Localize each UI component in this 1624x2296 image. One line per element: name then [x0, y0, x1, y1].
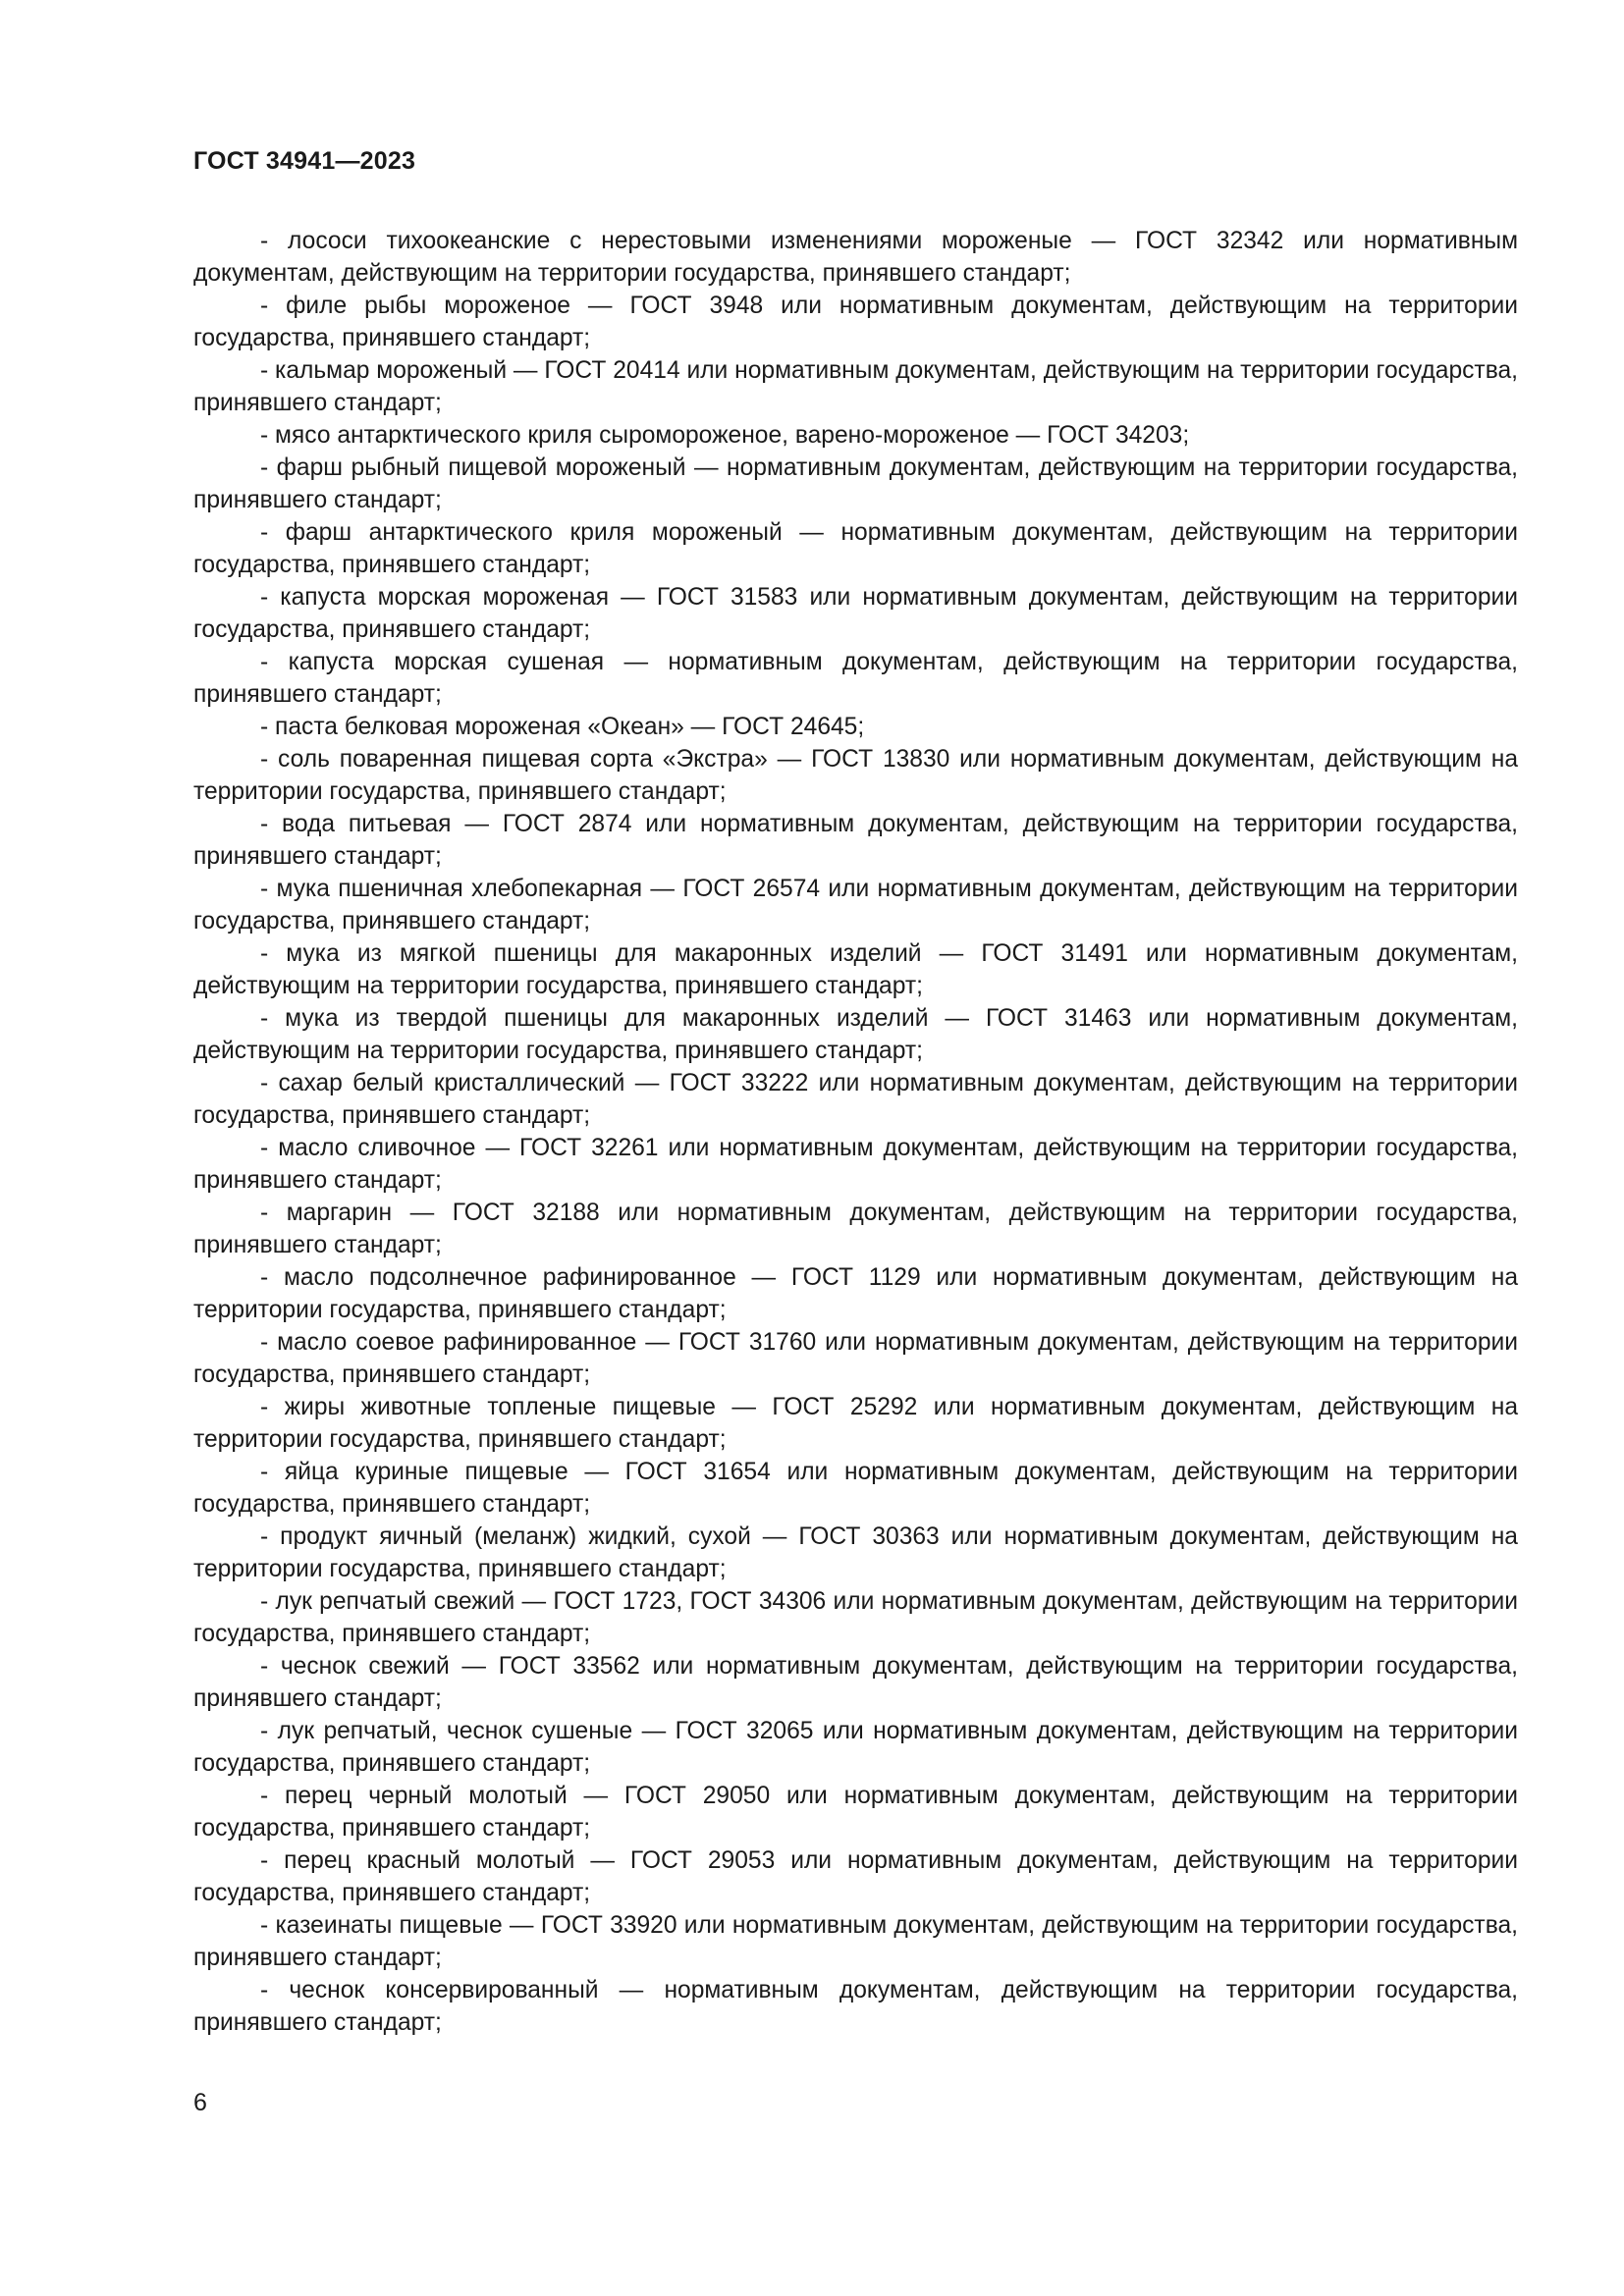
list-item: - перец красный молотый — ГОСТ 29053 или нормативным документам, действующим на территории государства, принявшего стандарт; [193, 1847, 1518, 1906]
list-item: - чеснок консервированный — нормативным документам, действующим на территории государства, принявшего стандарт; [193, 1977, 1518, 2036]
list-item: - лососи тихоокеанские с нерестовыми изменениями мороженые — ГОСТ 32342 или нормативным документам, действующим на территории государства, принявшего стандарт; [193, 228, 1518, 287]
list-item: - мясо антарктического криля сыромороженое, варено-мороженое — ГОСТ 34203; [260, 422, 1190, 449]
list-item: - соль поваренная пищевая сорта «Экстра» — ГОСТ 13830 или нормативным документам, действующим на территории государства, принявшего стандарт; [193, 746, 1518, 805]
list-item: - паста белковая мороженая «Океан» — ГОСТ 24645; [260, 714, 865, 740]
page-number: 6 [193, 2089, 207, 2116]
list-item: - мука пшеничная хлебопекарная — ГОСТ 26574 или нормативным документам, действующим на территории государства, принявшего стандарт; [193, 876, 1518, 934]
list-item: - мука из мягкой пшеницы для макаронных изделий — ГОСТ 31491 или нормативным документам, действующим на территории государства, принявшего стандарт; [193, 940, 1518, 999]
list-item: - перец черный молотый — ГОСТ 29050 или нормативным документам, действующим на территории государства, принявшего стандарт; [193, 1783, 1518, 1842]
list-item: - жиры животные топленые пищевые — ГОСТ 25292 или нормативным документам, действующим на территории государства, принявшего стандарт; [193, 1394, 1518, 1453]
list-item: - вода питьевая — ГОСТ 2874 или нормативным документам, действующим на территории государства, принявшего стандарт; [193, 811, 1518, 870]
list-item: - масло подсолнечное рафинированное — ГОСТ 1129 или нормативным документам, действующим на территории государства, принявшего стандарт; [193, 1264, 1518, 1323]
list-item: - яйца куриные пищевые — ГОСТ 31654 или нормативным документам, действующим на территории государства, принявшего стандарт; [193, 1459, 1518, 1518]
document-header: ГОСТ 34941—2023 [193, 147, 416, 175]
list-item: - капуста морская мороженая — ГОСТ 31583 или нормативным документам, действующим на территории государства, принявшего стандарт; [193, 584, 1518, 643]
list-item: - масло соевое рафинированное — ГОСТ 31760 или нормативным документам, действующим на территории государства, принявшего стандарт; [193, 1329, 1518, 1388]
list-item: - мука из твердой пшеницы для макаронных изделий — ГОСТ 31463 или нормативным документам, действующим на территории государства, принявшего стандарт; [193, 1005, 1518, 1064]
list-item: - капуста морская сушеная — нормативным документам, действующим на территории государства, принявшего стандарт; [193, 649, 1518, 708]
list-item: - продукт яичный (меланж) жидкий, сухой — ГОСТ 30363 или нормативным документам, действующим на территории государства, принявшего стандарт; [193, 1523, 1518, 1582]
list-item: - фарш антарктического криля мороженый — нормативным документам, действующим на территории государства, принявшего стандарт; [193, 519, 1518, 578]
list-item: - казеинаты пищевые — ГОСТ 33920 или нормативным документам, действующим на территории государства, принявшего стандарт; [193, 1912, 1518, 1971]
list-item: - филе рыбы мороженое — ГОСТ 3948 или нормативным документам, действующим на территории государства, принявшего стандарт; [193, 293, 1518, 351]
list-item: - лук репчатый свежий — ГОСТ 1723, ГОСТ 34306 или нормативным документам, действующим на территории государства, принявшего стандарт; [193, 1588, 1518, 1647]
list-item: - лук репчатый, чеснок сушеные — ГОСТ 32065 или нормативным документам, действующим на территории государства, принявшего стандарт; [193, 1718, 1518, 1777]
requirements-list [193, 225, 1518, 2039]
list-item: - фарш рыбный пищевой мороженый — нормативным документам, действующим на территории государства, принявшего стандарт; [193, 454, 1518, 513]
list-item: - масло сливочное — ГОСТ 32261 или нормативным документам, действующим на территории государства, принявшего стандарт; [193, 1135, 1518, 1194]
list-item: - сахар белый кристаллический — ГОСТ 33222 или нормативным документам, действующим на территории государства, принявшего стандарт; [193, 1070, 1518, 1129]
list-item: - маргарин — ГОСТ 32188 или нормативным документам, действующим на территории государства, принявшего стандарт; [193, 1200, 1518, 1258]
list-item: - кальмар мороженый — ГОСТ 20414 или нормативным документам, действующим на территории государства, принявшего стандарт; [193, 357, 1518, 416]
list-item: - чеснок свежий — ГОСТ 33562 или нормативным документам, действующим на территории государства, принявшего стандарт; [193, 1653, 1518, 1712]
